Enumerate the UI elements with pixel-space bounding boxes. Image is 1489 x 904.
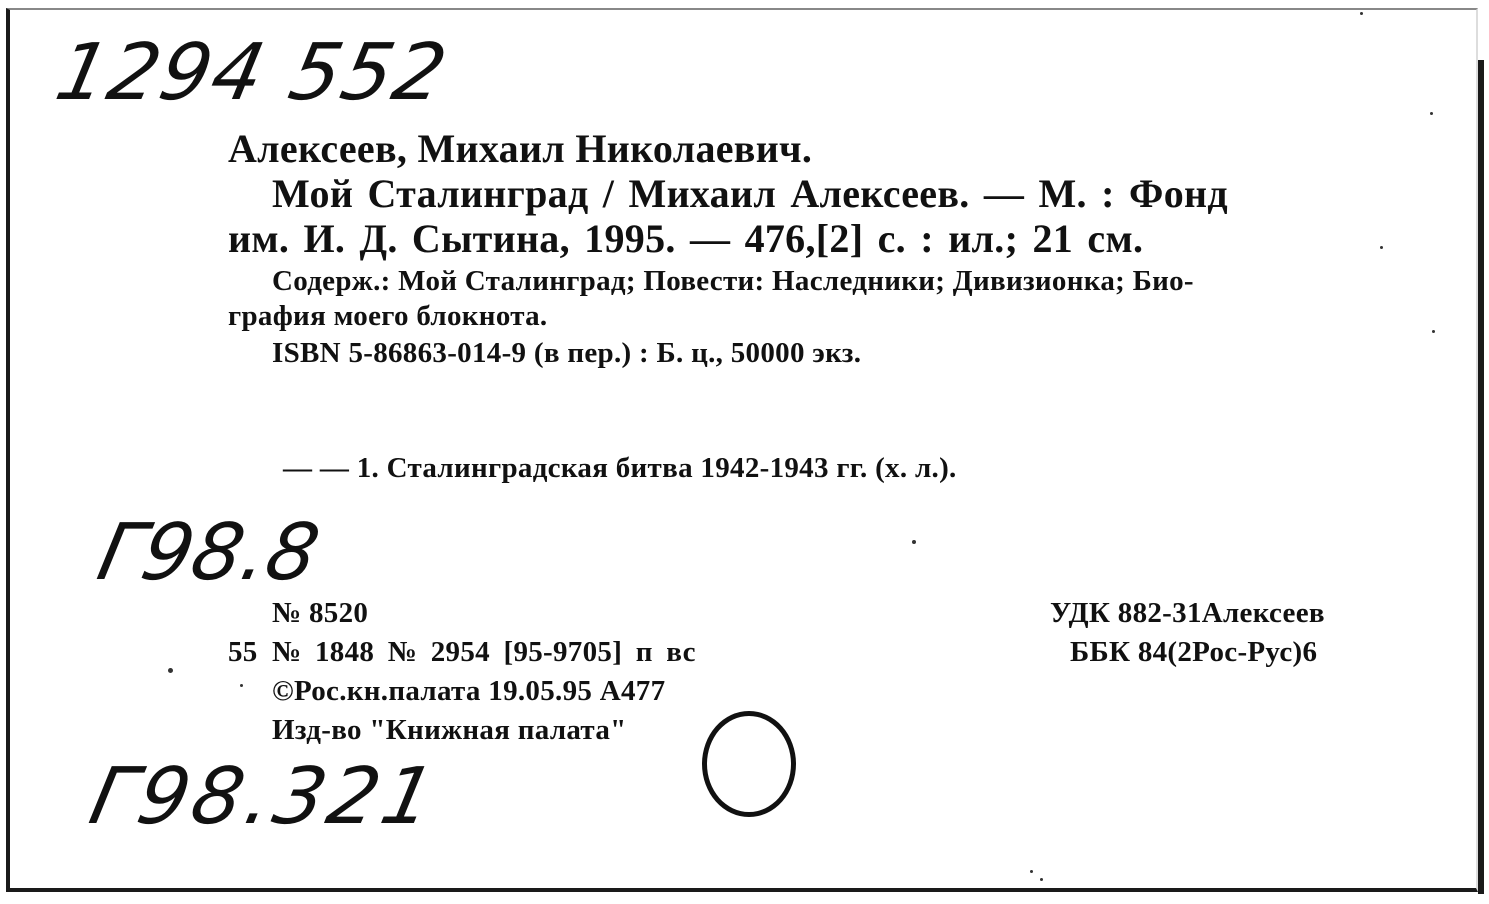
circle-stamp bbox=[702, 711, 796, 817]
publisher-line: Изд-во "Книжная палата" bbox=[272, 714, 627, 746]
scan-speck bbox=[168, 668, 173, 673]
handwritten-shelf-code-2: Г98.321 bbox=[82, 752, 446, 842]
card-right-edge bbox=[1478, 60, 1484, 894]
handwritten-inventory-number: 1294 552 bbox=[48, 28, 456, 118]
scan-speck bbox=[1030, 870, 1033, 873]
record-number: № 8520 bbox=[272, 597, 369, 629]
scan-speck bbox=[1430, 112, 1433, 115]
scan-speck bbox=[1360, 12, 1363, 15]
title-line-1: Мой Сталинград / Михаил Алексеев. — М. : Фонд bbox=[272, 171, 1228, 216]
handwritten-shelf-code: Г98.8 bbox=[90, 508, 327, 598]
contents-line-2: графия моего блокнота. bbox=[228, 300, 548, 332]
scan-speck bbox=[1380, 246, 1383, 249]
scan-speck bbox=[912, 540, 916, 544]
scan-speck bbox=[1040, 878, 1043, 881]
bbk-code: ББК 84(2Рос-Рус)6 bbox=[1070, 636, 1318, 668]
scan-speck bbox=[1432, 330, 1435, 333]
contents-line-1: Содерж.: Мой Сталинград; Повести: Наследники; Дивизионка; Био- bbox=[272, 265, 1194, 297]
registration-numbers: № 1848 № 2954 [95-9705] п вс bbox=[272, 636, 696, 668]
subject-line: — — 1. Сталинградская битва 1942-1943 гг. (х. л.). bbox=[283, 452, 957, 484]
udk-code: УДК 882-31Алексеев bbox=[1050, 597, 1325, 629]
isbn-line: ISBN 5-86863-014-9 (в пер.) : Б. ц., 50000 экз. bbox=[272, 337, 862, 369]
copyright-line: ©Рос.кн.палата 19.05.95 А477 bbox=[272, 675, 666, 707]
author-heading: Алексеев, Михаил Николаевич. bbox=[228, 126, 813, 171]
title-line-2: им. И. Д. Сытина, 1995. — 476,[2] с. : ил.; 21 см. bbox=[228, 216, 1144, 261]
scan-speck bbox=[240, 684, 243, 687]
prefix-number: 55 bbox=[228, 636, 258, 668]
